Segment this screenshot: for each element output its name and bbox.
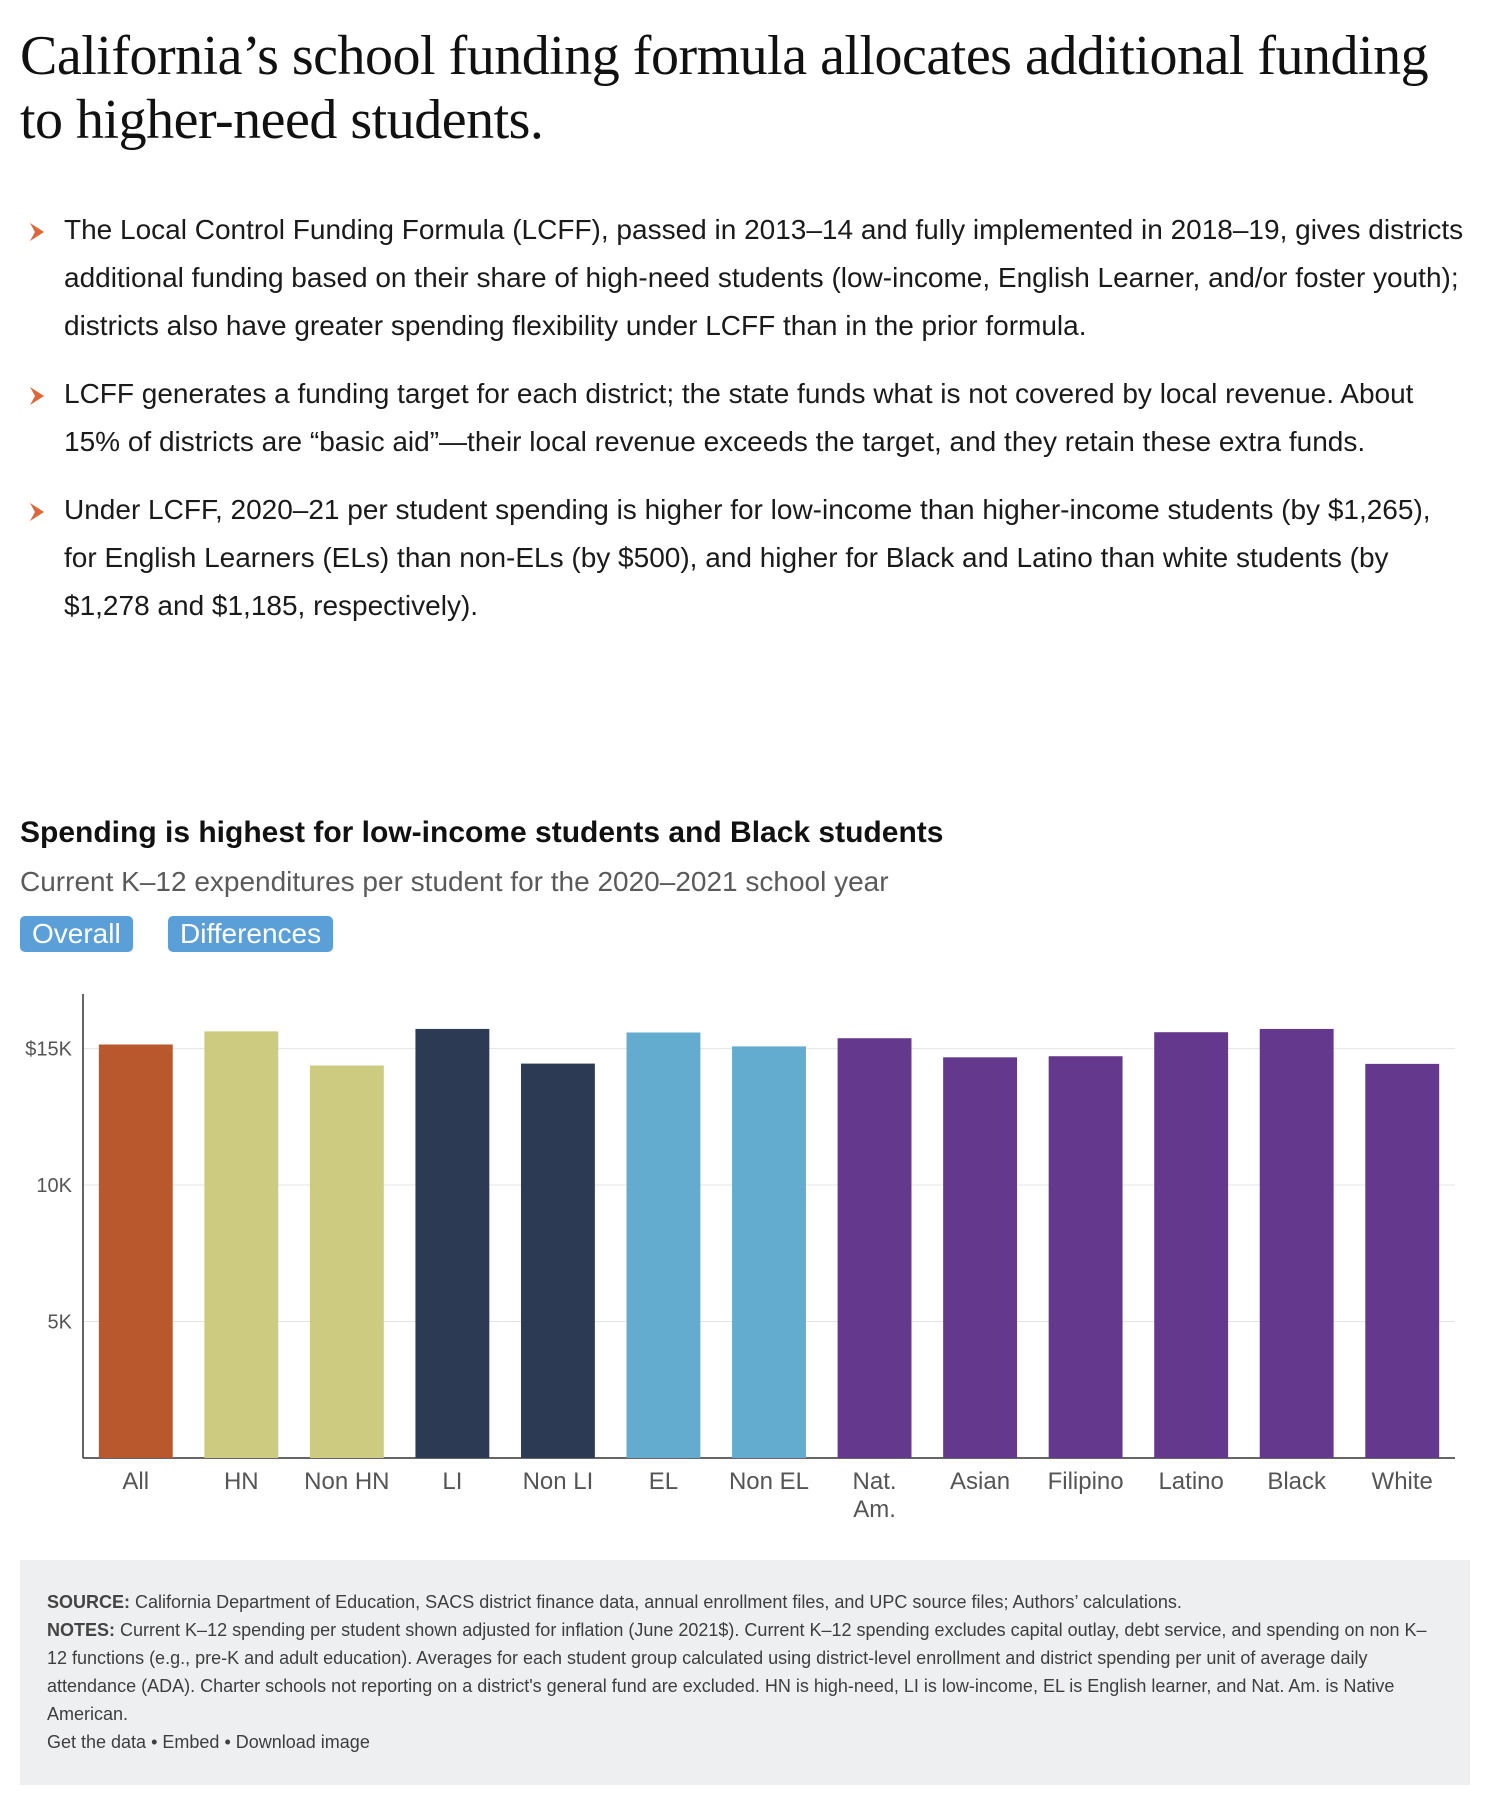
x-tick-label-line: Asian xyxy=(950,1468,1011,1495)
bar[interactable] xyxy=(732,1046,806,1458)
x-tick-label-line: EL xyxy=(648,1468,679,1495)
differences-toggle-button[interactable]: Differences xyxy=(168,916,333,952)
x-tick-label-line: HN xyxy=(223,1468,259,1495)
x-tick-label-line: Black xyxy=(1267,1468,1327,1495)
bar[interactable] xyxy=(521,1064,595,1458)
key-point-text: The Local Control Funding Formula (LCFF), passed in 2013–14 and fully implemented in 2018–19, gives districts additional funding based on their share of high-need students (low-income, English Learner, and/or foster youth); districts also have greater spending flexibility under LCFF than in the prior formula. xyxy=(64,214,1464,341)
bar[interactable] xyxy=(1365,1064,1439,1458)
x-tick-label xyxy=(122,1468,149,1495)
x-tick-label xyxy=(442,1468,462,1495)
bar[interactable] xyxy=(310,1066,384,1458)
bar[interactable] xyxy=(1049,1056,1123,1458)
chart-subtitle: Current K–12 expenditures per student for the 2020–2021 school year xyxy=(20,866,889,897)
x-tick-label xyxy=(1158,1468,1223,1495)
link-separator: • xyxy=(146,1732,163,1752)
bar[interactable] xyxy=(415,1029,489,1458)
x-tick-label xyxy=(1267,1468,1327,1495)
bar[interactable] xyxy=(627,1032,701,1458)
y-tick-label: 5K xyxy=(47,1311,72,1334)
chevron-right-icon xyxy=(27,386,47,406)
chart-links xyxy=(47,1728,1443,1756)
source-notes-box xyxy=(20,1560,1470,1785)
notes-text: Current K–12 spending per student shown adjusted for inflation (June 2021$). Current K–12 spending excludes capital outlay, debt service, and spending on non K– 12 functions (e.g., pre-K and adult education). Averages for each student group calculated using district-level enrollment and district spending per unit of average daily attendance (ADA). Charter schools not reporting on a district's general fund are excluded. HN is high-need, LI is low-income, EL is English learner, and Nat. Am. is Native American. xyxy=(47,1620,1427,1724)
x-tick-label xyxy=(523,1468,594,1495)
y-tick-label: 10K xyxy=(36,1175,72,1198)
bar[interactable] xyxy=(204,1031,278,1458)
x-tick-label-line: Non LI xyxy=(522,1468,594,1495)
notes-line xyxy=(47,1616,1443,1728)
source-line xyxy=(47,1588,1443,1616)
overall-toggle-button[interactable]: Overall xyxy=(20,916,133,952)
notes-label: NOTES: xyxy=(47,1620,116,1640)
x-tick-label xyxy=(729,1468,809,1495)
x-tick-label xyxy=(853,1468,897,1523)
x-tick-label xyxy=(224,1468,259,1495)
x-tick-label xyxy=(1048,1468,1124,1495)
key-points-list xyxy=(24,206,1464,630)
bar[interactable] xyxy=(943,1057,1017,1458)
key-point xyxy=(24,370,1464,466)
x-tick-label-line: Filipino xyxy=(1047,1468,1124,1495)
y-tick-label: $15K xyxy=(25,1038,72,1061)
key-point xyxy=(24,206,1464,350)
bar[interactable] xyxy=(1260,1029,1334,1458)
x-tick-label-line: All xyxy=(122,1468,150,1495)
page-headline: California’s school funding formula allocates additional funding to higher-need students. xyxy=(20,25,1429,151)
key-point-text: LCFF generates a funding target for each district; the state funds what is not covered by local revenue. About 15% of districts are “basic aid”—their local revenue exceeds the target, and they retain these extra funds. xyxy=(64,378,1414,457)
x-tick-label-line: Am. xyxy=(853,1496,896,1523)
x-tick-label-line: Non HN xyxy=(304,1468,390,1495)
x-tick-label-line: Non EL xyxy=(728,1468,810,1495)
key-point xyxy=(24,486,1464,630)
embed-link[interactable]: Embed xyxy=(162,1732,220,1752)
x-tick-label xyxy=(304,1468,389,1495)
download-image-link[interactable]: Download image xyxy=(235,1732,370,1752)
source-label: SOURCE: xyxy=(47,1592,131,1612)
bar[interactable] xyxy=(838,1038,912,1458)
x-tick-label xyxy=(950,1468,1010,1495)
bars xyxy=(99,1029,1439,1458)
link-separator: • xyxy=(219,1732,236,1752)
get-data-link[interactable]: Get the data xyxy=(47,1732,147,1752)
x-tick-label-line: Nat. xyxy=(852,1468,897,1495)
x-tick-label-line: Latino xyxy=(1158,1468,1224,1495)
bar-chart xyxy=(0,975,1500,1535)
x-tick-label-line: LI xyxy=(442,1468,463,1495)
chevron-right-icon xyxy=(27,222,47,242)
key-point-text: Under LCFF, 2020–21 per student spending is higher for low-income than higher-income students (by $1,265), for English Learners (ELs) than non-ELs (by $500), and higher for Black and Latino than white students (by $1,278 and $1,185, respectively). xyxy=(64,494,1431,621)
x-tick-label xyxy=(649,1468,678,1495)
chevron-right-icon xyxy=(27,502,47,522)
chart-title: Spending is highest for low-income students and Black students xyxy=(20,816,944,849)
source-text: California Department of Education, SACS district finance data, annual enrollment files, and UPC source files; Authors’ calculations. xyxy=(135,1592,1182,1612)
bar[interactable] xyxy=(99,1044,173,1458)
x-tick-label-line: White xyxy=(1371,1468,1433,1495)
bar[interactable] xyxy=(1154,1032,1228,1458)
x-tick-label xyxy=(1372,1468,1433,1495)
